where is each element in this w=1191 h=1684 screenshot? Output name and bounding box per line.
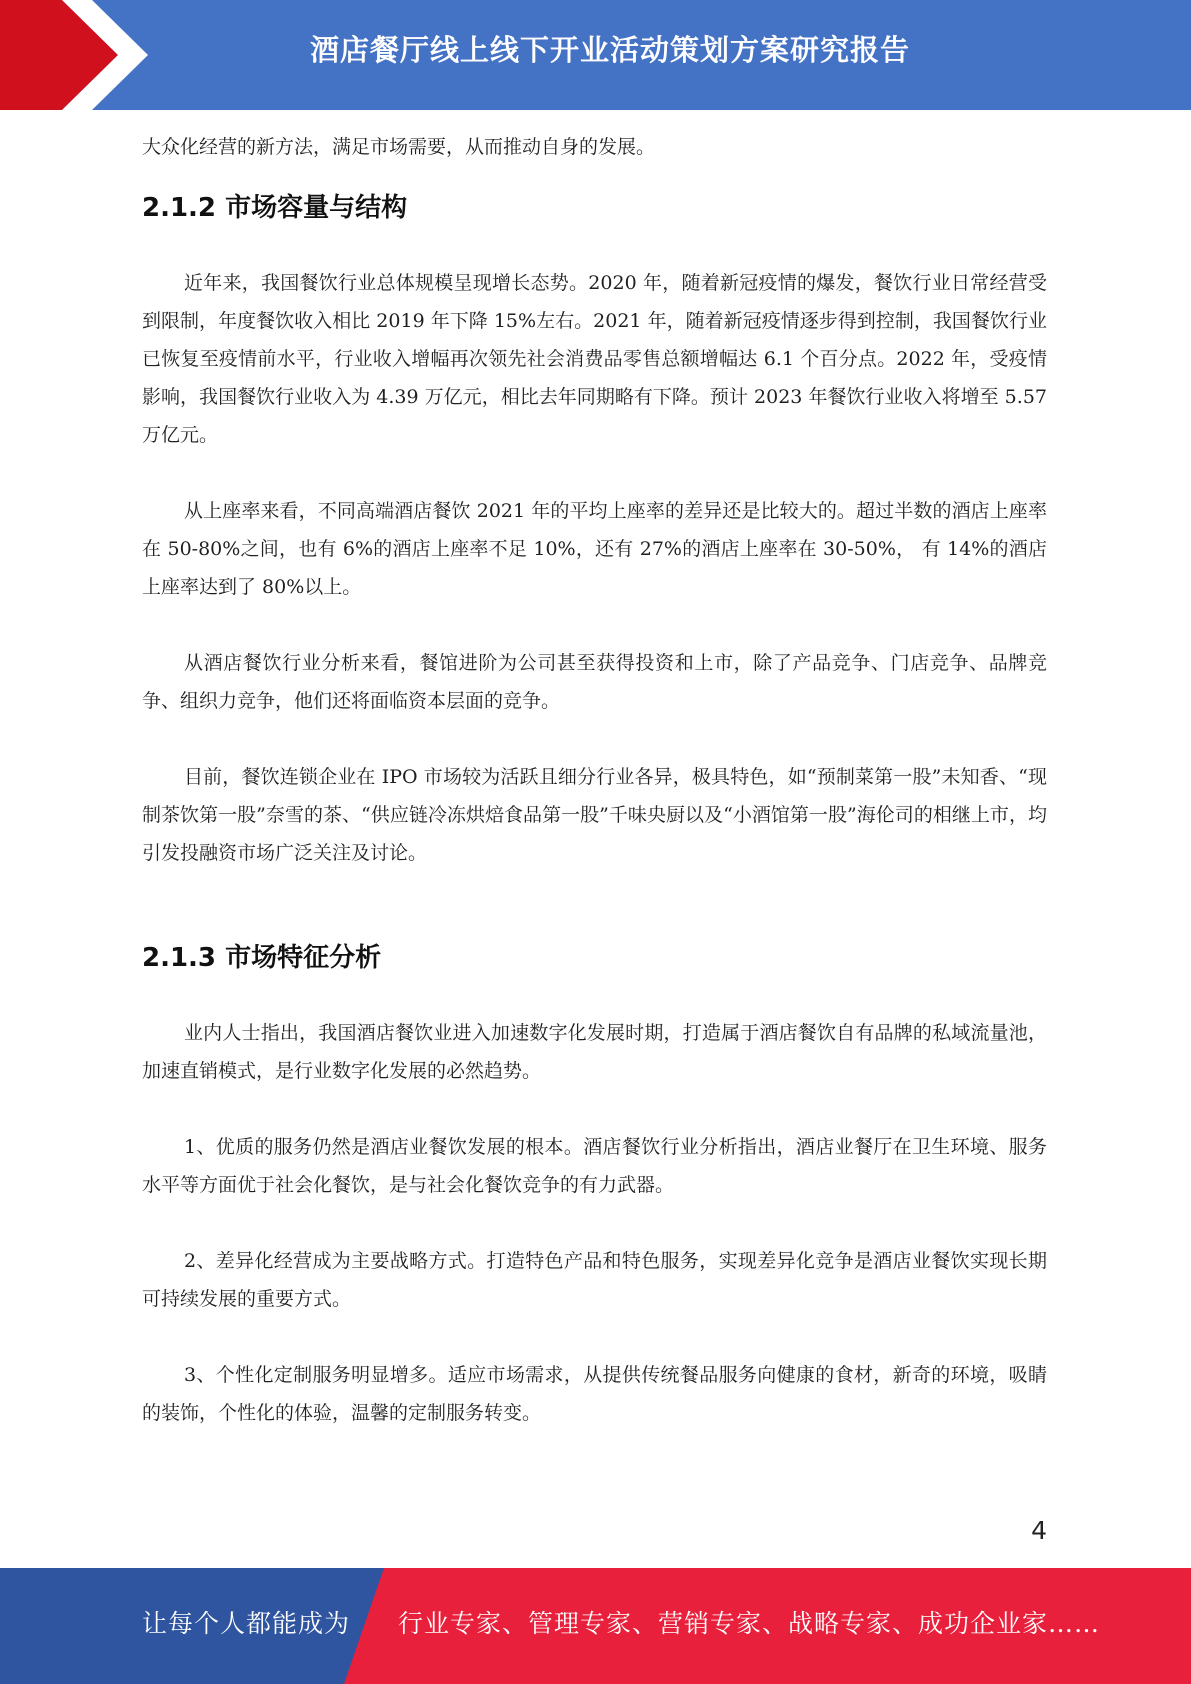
page-header [0, 0, 1191, 110]
document-title: 酒店餐厅线上线下开业活动策划方案研究报告 [309, 33, 910, 67]
page-number: 4 [1031, 1516, 1047, 1545]
footer-slogan-left: 让每个人都能成为 [142, 1609, 351, 1638]
footer-slogan-right: 行业专家、管理专家、营销专家、战略专家、成功企业家…… [398, 1609, 1101, 1638]
paragraph-point-3: 3、个性化定制服务明显增多。适应市场需求，从提供传统餐品服务向健康的食材，新奇的环境，吸睛的装饰，个性化的体验，温馨的定制服务转变。 [142, 1364, 1047, 1424]
paragraph-ipo: 目前，餐饮连锁企业在 IPO 市场较为活跃且细分行业各异，极具特色，如“预制菜第一股”未知香、“现制茶饮第一股”奈雪的茶、“供应链冷冻烘焙食品第一股”千味央厨以及“小酒馆第一股”海伦司的相继上市，均引发投融资市场广泛关注及讨论。 [142, 766, 1047, 864]
paragraph-competition: 从酒店餐饮行业分析来看，餐馆进阶为公司甚至获得投资和上市，除了产品竞争、门店竞争、品牌竞争、组织力竞争，他们还将面临资本层面的竞争。 [142, 652, 1047, 712]
page-footer [0, 1568, 1191, 1684]
paragraph-intro-tail: 大众化经营的新方法，满足市场需要，从而推动自身的发展。 [142, 136, 656, 158]
main-content [142, 128, 1047, 1432]
section-heading-2-1-3: 2.1.3 市场特征分析 [142, 943, 382, 973]
paragraph-occupancy: 从上座率来看，不同高端酒店餐饮 2021 年的平均上座率的差异还是比较大的。超过半数的酒店上座率在 50-80%之间，也有 6%的酒店上座率不足 10%，还有 27%的酒店上座率在 30-50%， 有 14%的酒店上座率达到了 80%以上。 [142, 500, 1047, 598]
paragraph-point-1: 1、优质的服务仍然是酒店业餐饮发展的根本。酒店餐饮行业分析指出，酒店业餐厅在卫生环境、服务水平等方面优于社会化餐饮，是与社会化餐饮竞争的有力武器。 [142, 1136, 1047, 1196]
section-heading-2-1-2: 2.1.2 市场容量与结构 [142, 193, 408, 223]
header-arrow-decoration [0, 0, 200, 110]
paragraph-market-scale: 近年来，我国餐饮行业总体规模呈现增长态势。2020 年，随着新冠疫情的爆发，餐饮行业日常经营受到限制，年度餐饮收入相比 2019 年下降 15%左右。2021 年，随着新冠疫情逐步得到控制，我国餐饮行业已恢复至疫情前水平，行业收入增幅再次领先社会消费品零售总额增幅达 6.1 个百分点。2022 年，受疫情影响，我国餐饮行业收入为 4.39 万亿元，相比去年同期略有下降。预计 2023 年餐饮行业收入将增至 5.57 万亿元。 [142, 272, 1047, 446]
paragraph-point-2: 2、差异化经营成为主要战略方式。打造特色产品和特色服务，实现差异化竞争是酒店业餐饮实现长期可持续发展的重要方式。 [142, 1250, 1047, 1310]
paragraph-digitalization: 业内人士指出，我国酒店餐饮业进入加速数字化发展时期，打造属于酒店餐饮自有品牌的私域流量池，加速直销模式，是行业数字化发展的必然趋势。 [142, 1022, 1047, 1082]
